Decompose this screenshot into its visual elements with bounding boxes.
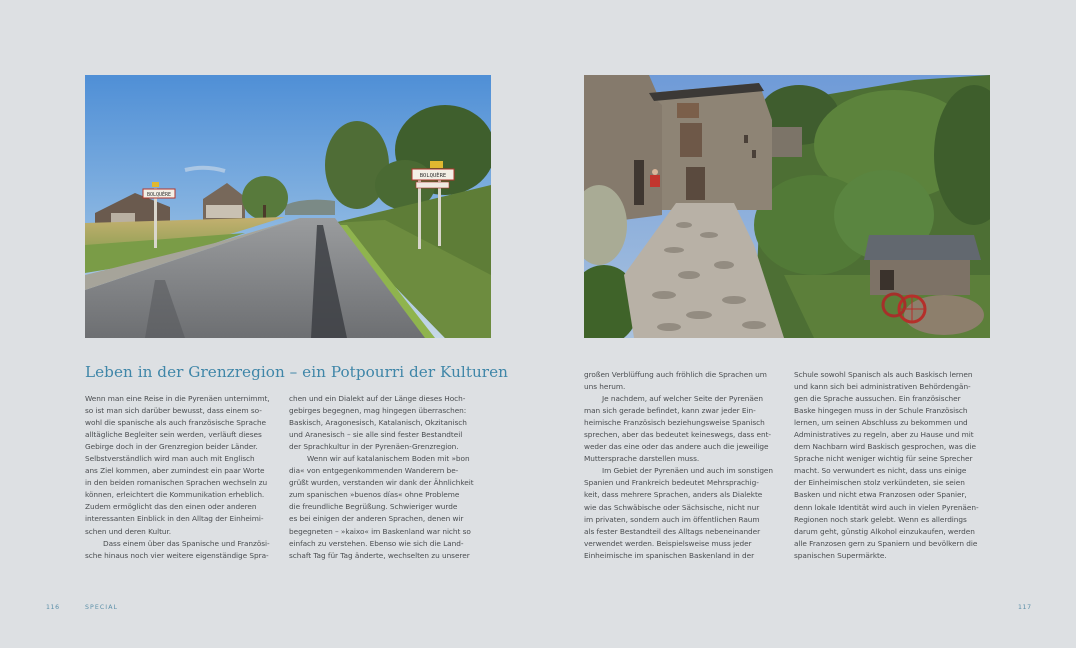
text-line: verwendet werden. Beispielsweise muss jeder	[584, 538, 752, 548]
text-line: Wenn man eine Reise in die Pyrenäen unternimmt,	[85, 394, 270, 403]
text-line: dia« von entgegenkommenden Wanderern be-	[289, 466, 459, 476]
sign-right-text: BOLQUÈRE	[419, 173, 447, 179]
text-line: und Aranesisch – sie alle sind fester Bestandteil	[289, 430, 463, 440]
text-line: sprechen, aber das bedeutet keineswegs, dass ent-	[584, 430, 772, 440]
text-line: der Einheimischen stolz verkündeten, sie seien	[794, 478, 965, 488]
text-line: zum spanischen »buenos días« ohne Probleme	[289, 490, 460, 500]
text-line: Je nachdem, auf welcher Seite der Pyrenäen	[602, 394, 763, 404]
text-line: die freundliche Begrüßung. Schwieriger wurde	[289, 502, 458, 512]
text-line: sche hinaus noch vier weitere eigenständige Spra-	[85, 550, 269, 560]
body-column-2	[289, 393, 494, 562]
text-line: es bei einigen der anderen Sprachen, denen wir	[289, 514, 464, 524]
text-line: Spanien und Frankreich bedeutet Mehrsprachig-	[584, 478, 759, 488]
text-line: Einheimische im spanischen Baskenland in der	[584, 550, 755, 560]
text-line: schen und deren Kultur.	[85, 526, 172, 536]
text-line: Sprache nicht weniger wichtig für seine Sprecher	[794, 454, 973, 464]
text-line: Baske hingegen muss in der Schule Französisch	[794, 406, 968, 416]
road-landscape-image	[85, 75, 491, 338]
text-line: uns herum.	[584, 382, 626, 392]
text-line: können, erleichtert die Kommunikation erheblich.	[85, 490, 265, 500]
text-line: wohl die spanische als auch französische Sprache	[85, 418, 267, 428]
text-line: Basken und nicht etwa Franzosen oder Spanier,	[794, 490, 967, 500]
article-heading: Leben in der Grenzregion – ein Potpourri der Kulturen	[85, 363, 508, 381]
sign-left-text: BOLQUÈRE	[146, 192, 172, 198]
text-line: heimische Französisch beziehungsweise Spanisch	[584, 418, 765, 428]
text-line: Zudem ermöglicht das den einen oder anderen	[85, 502, 257, 512]
text-line: einfach zu verstehen. Ebenso wie sich die Land-	[289, 538, 464, 548]
stone-village-image	[584, 75, 990, 338]
text-line: Administratives zu regeln, aber zu Hause und mit	[794, 430, 974, 440]
text-line: begegneten – »kaixo« im Baskenland war nicht so	[289, 526, 471, 536]
text-line: in den beiden romanischen Sprachen wechseln zu	[85, 478, 268, 488]
body-column-3	[584, 369, 784, 562]
text-line: Schule sowohl Spanisch als auch Baskisch lernen	[794, 370, 973, 379]
page-number-right: 117	[1018, 604, 1032, 611]
text-line: großen Verblüffung auch fröhlich die Sprachen um	[584, 370, 767, 379]
body-column-1	[85, 393, 285, 562]
text-line: man sich gerade befindet, kann zwar jeder Ein-	[584, 406, 756, 416]
text-line: schaft Tag für Tag änderte, wechselten zu unserer	[289, 550, 470, 560]
text-line: gen die Sprache aussuchen. Ein französischer	[794, 394, 961, 404]
text-line: so ist man sich darüber bewusst, dass einem so-	[85, 406, 262, 416]
text-line: keit, dass mehrere Sprachen, anders als Dialekte	[584, 490, 763, 500]
text-line: denn lokale Identität wird auch in vielen Pyrenäen-	[794, 502, 979, 512]
photo-stone-village	[584, 75, 990, 338]
text-line: ans Ziel kommen, aber zumindest ein paar Worte	[85, 466, 265, 476]
text-line: und kann sich bei administrativen Behördengän-	[794, 382, 971, 392]
text-line: alltägliche Begleiter sein werden, verläuft dieses	[85, 430, 262, 440]
text-line: Regionen noch stark gelebt. Wenn es allerdings	[794, 514, 967, 524]
text-line: Selbstverständlich wird man auch mit Englisch	[85, 454, 255, 464]
text-line: wie das Schwäbische oder Sächsische, nicht nur	[584, 502, 760, 512]
text-line: Wenn wir auf katalanischem Boden mit »bon	[307, 454, 470, 464]
text-line: interessanten Einblick in den Alltag der Einheimi-	[85, 514, 264, 524]
text-line: als fester Bestandteil des Alltags nebeneinander	[584, 526, 761, 536]
text-line: darum geht, günstig Alkohol einzukaufen, werden	[794, 526, 975, 536]
body-column-4	[794, 369, 994, 562]
text-line: chen und ein Dialekt auf der Länge dieses Hoch-	[289, 394, 466, 403]
text-line: spanischen Supermärkte.	[794, 550, 887, 560]
text-line: alle Franzosen gern zu Spaniern und bevölkern die	[794, 538, 978, 548]
text-line: im privaten, sondern auch im öffentlichen Raum	[584, 514, 760, 524]
text-line: dem Nachbarn wird Baskisch gesprochen, was die	[794, 442, 976, 452]
text-line: Gebirge doch in der Grenzregion beider Länder.	[85, 442, 258, 452]
text-line: Im Gebiet der Pyrenäen und auch im sonstigen	[602, 466, 774, 476]
text-line: der Sprachkultur in der Pyrenäen-Grenzregion.	[289, 442, 459, 452]
text-line: gebirges begegnen, mag hingegen überraschen:	[289, 406, 467, 416]
text-line: Muttersprache darstellen muss.	[584, 454, 700, 464]
section-label: SPECIAL	[85, 604, 119, 611]
text-line: grüßt wurden, verstanden wir dank der Ähnlichkeit	[289, 478, 474, 488]
text-line: macht. So verwundert es nicht, dass uns einige	[794, 466, 967, 476]
text-line: lernen, um seinen Abschluss zu bekommen und	[794, 418, 968, 428]
page-number-left: 116	[46, 604, 60, 611]
text-line: Dass einem über das Spanische und Französi-	[103, 538, 270, 548]
text-line: Baskisch, Aragonesisch, Katalanisch, Okzitanisch	[289, 418, 467, 428]
photo-road-bolquere	[85, 75, 491, 338]
text-line: weder das eine oder das andere auch die jeweilige	[584, 442, 769, 452]
